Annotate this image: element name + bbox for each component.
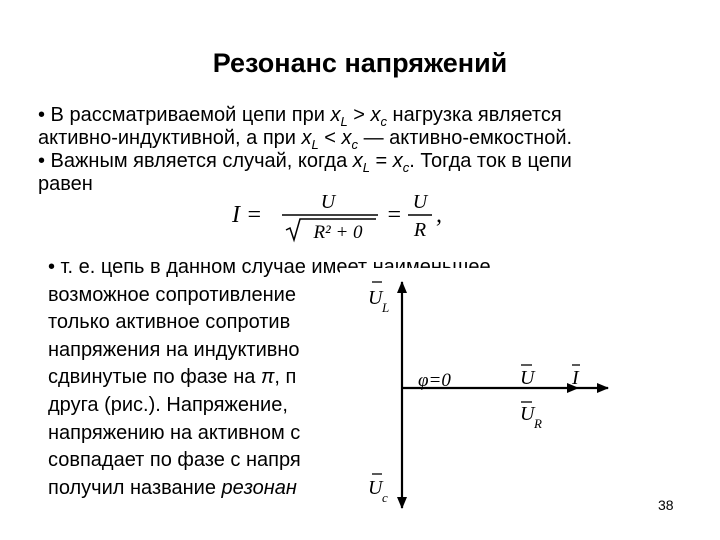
text-line: • Важным является случай, когда $x_L = x_c$. Тогда ток в цепи	[38, 150, 572, 175]
formula-denominator: R² + 0	[313, 222, 363, 243]
formula-comma: ,	[436, 202, 442, 228]
ul-label: U	[368, 287, 383, 309]
formula-denominator-2: R	[413, 219, 427, 241]
text-line: • т. е. цепь в данном случае имеет наименьшее	[48, 256, 491, 278]
text-line: получил название резонан	[48, 476, 297, 499]
intro-paragraph	[38, 104, 698, 196]
page-number: 38	[658, 497, 674, 513]
formula-numerator-2: U	[412, 191, 428, 213]
text-line: только активное сопротив	[48, 311, 291, 334]
ur-label-sub: R	[534, 416, 542, 431]
ur-label: U	[520, 403, 535, 425]
text-line: друга (рис.). Напряжение, вно	[48, 393, 644, 416]
phasor-diagram	[340, 268, 670, 523]
formula-lhs: I =	[232, 202, 263, 228]
ul-label-sub: L	[382, 300, 390, 315]
current-formula	[230, 188, 450, 244]
formula-numerator: U	[320, 191, 336, 213]
text-line: • В рассматриваемой цепи при $x_L > x_c$ нагрузка является	[38, 104, 562, 129]
formula-equals: =	[386, 202, 403, 228]
slide-title: Резонанс напряжений	[212, 48, 508, 78]
phase-label: φ=0	[418, 370, 451, 391]
u-label: U	[520, 367, 535, 389]
text-line: совпадает по фазе с напря	[48, 449, 301, 472]
uc-label-sub: c	[382, 490, 388, 505]
text-line: сдвинутые по фазе на π, п т друг	[48, 366, 669, 389]
text-line: напряжению на активном с	[48, 421, 301, 444]
text-line: напряжения на индуктивно	[48, 338, 300, 361]
text-line: возможное сопротивление ено	[48, 283, 638, 306]
i-label: I	[572, 367, 579, 389]
text-line: активно-индуктивной, а при $x_L < x_c$ — активно-емкостной.	[38, 127, 573, 152]
uc-label: U	[368, 477, 383, 499]
text-line: равен	[38, 173, 93, 195]
